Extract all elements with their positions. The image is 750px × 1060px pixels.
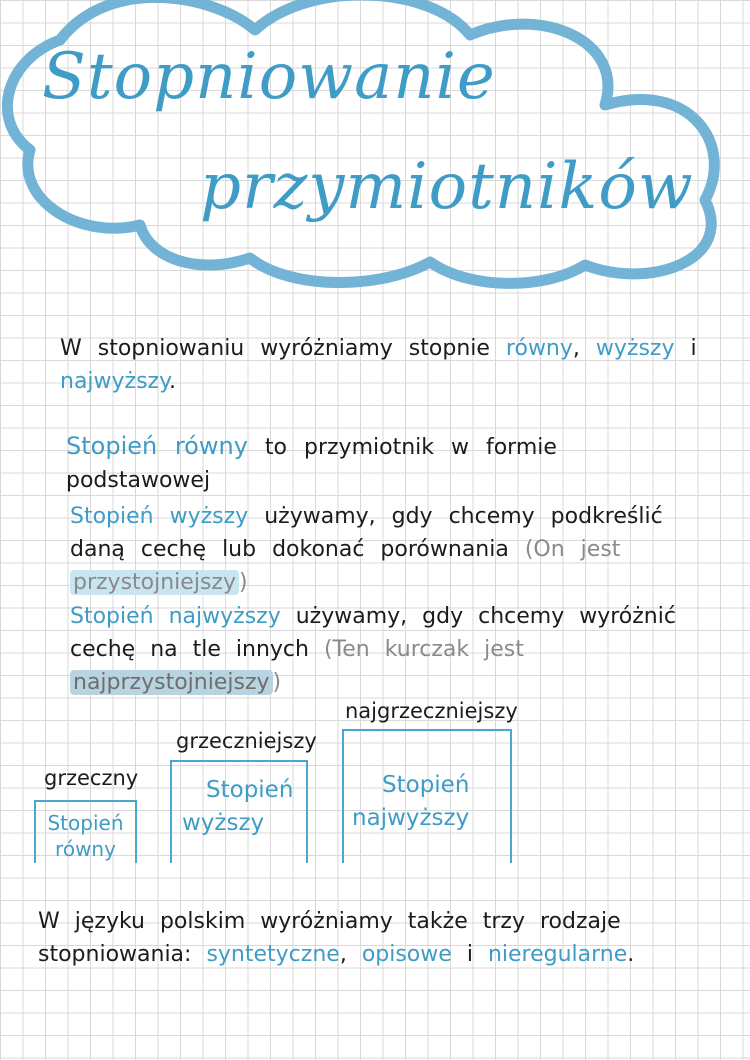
degree-equal-term: Stopień równy	[66, 432, 248, 460]
step-box-higher-line-1: Stopień	[206, 777, 294, 803]
term-highest: najwyższy	[60, 369, 169, 394]
degree-equal-paragraph	[66, 430, 706, 497]
step-box-highest	[342, 729, 512, 863]
page-title-line-1: Stopniowanie	[42, 40, 496, 114]
degree-highest-example-word: najprzystojniejszy	[70, 670, 273, 695]
step-word-higher: grzeczniejszy	[176, 729, 317, 753]
summary-type-descriptive: opisowe	[361, 942, 452, 967]
step-box-higher-line-2: wyższy	[182, 810, 265, 836]
degree-highest-example-close: )	[272, 670, 282, 695]
degree-highest-term: Stopień najwyższy	[70, 604, 281, 629]
step-box-higher	[170, 760, 308, 863]
summary-end: .	[627, 942, 635, 967]
step-word-highest: najgrzeczniejszy	[345, 699, 518, 723]
degree-equal-text: to przymiotnik w formie podstawowej	[66, 435, 557, 493]
step-box-highest-line-2: najwyższy	[352, 805, 470, 831]
summary-separator: ,	[339, 942, 347, 967]
degree-higher-paragraph	[70, 500, 710, 599]
step-box-highest-line-1: Stopień	[382, 772, 470, 798]
summary-and: i	[466, 942, 473, 967]
summary-type-irregular: nieregularne	[487, 942, 628, 967]
intro-text: W stopniowaniu wyróżniamy stopnie	[60, 336, 490, 361]
step-box-equal	[34, 800, 137, 863]
step-box-equal-line-1: Stopień	[47, 811, 124, 835]
intro-and: i	[690, 336, 697, 361]
degree-highest-text: używamy, gdy chcemy wyróżnić cechę na tle innych	[70, 604, 676, 662]
degree-highest-example-open: (Ten kurczak jest	[323, 637, 524, 662]
degree-higher-example-close: )	[238, 570, 248, 595]
term-higher: wyższy	[595, 336, 675, 361]
term-equal: równy	[505, 336, 573, 361]
page-title-line-2: przymiotników	[200, 150, 694, 224]
intro-separator: ,	[572, 336, 580, 361]
degree-higher-term: Stopień wyższy	[70, 504, 249, 529]
degree-higher-text: używamy, gdy chcemy podkreślić daną cechę lub dokonać porównania	[70, 504, 663, 562]
degree-higher-example-word: przystojniejszy	[70, 570, 239, 595]
intro-paragraph	[60, 332, 700, 398]
summary-text: W języku polskim wyróżniamy także trzy rodzaje stopniowania:	[38, 909, 621, 967]
summary-type-synthetic: syntetyczne	[206, 942, 340, 967]
intro-end: .	[169, 369, 176, 394]
degree-higher-example-open: (On jest	[524, 537, 621, 562]
step-box-equal-line-2: równy	[55, 837, 116, 861]
summary-paragraph	[38, 905, 678, 971]
step-word-equal: grzeczny	[44, 766, 139, 790]
degree-highest-paragraph	[70, 600, 730, 699]
